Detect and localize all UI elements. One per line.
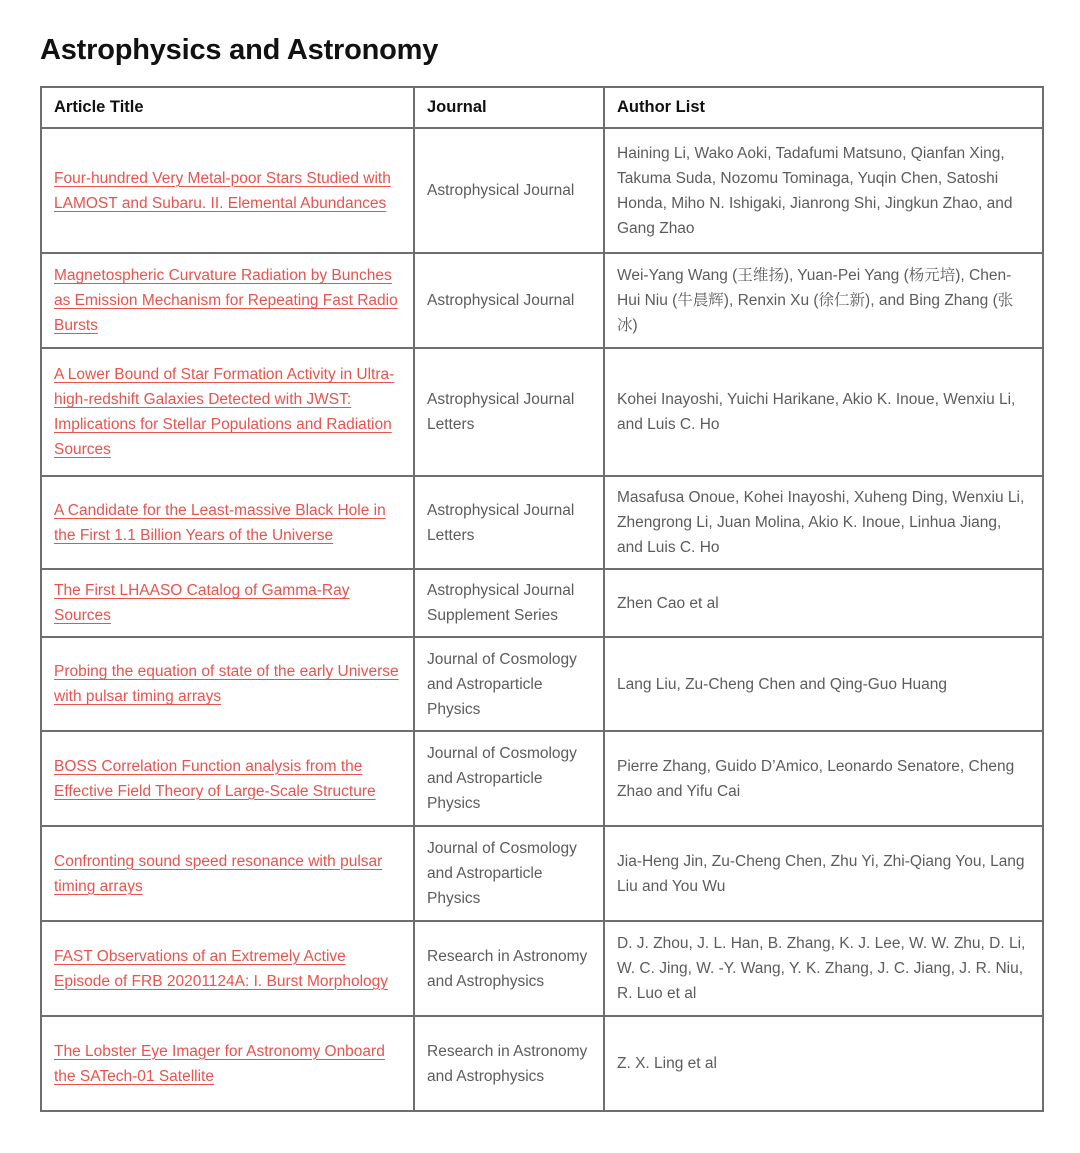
authors-cell: Haining Li, Wako Aoki, Tadafumi Matsuno, Qianfan Xing, Takuma Suda, Nozomu Tominaga, Yuqin Chen, Satoshi Honda, Miho N. Ishigaki, Jianrong Shi, Jingkun Zhao, and Gang Zhao	[604, 128, 1043, 253]
article-link[interactable]: A Lower Bound of Star Formation Activity in Ultra-high-redshift Galaxies Detected with JWST: Implications for Stellar Populations and Radiation Sources	[54, 366, 395, 458]
table-header	[41, 87, 1043, 128]
table-row	[41, 128, 1043, 253]
authors-cell: D. J. Zhou, J. L. Han, B. Zhang, K. J. Lee, W. W. Zhu, D. Li, W. C. Jing, W. -Y. Wang, Y. K. Zhang, J. C. Jiang, J. R. Niu, R. Luo et al	[604, 921, 1043, 1016]
page-title: Astrophysics and Astronomy	[40, 34, 439, 66]
authors-cell: Z. X. Ling et al	[604, 1016, 1043, 1111]
article-title-cell	[41, 569, 414, 637]
journal-cell: Research in Astronomy and Astrophysics	[414, 1016, 604, 1111]
article-title-cell	[41, 731, 414, 826]
journal-cell: Journal of Cosmology and Astroparticle Physics	[414, 826, 604, 921]
journal-cell: Astrophysical Journal Letters	[414, 476, 604, 569]
authors-cell: Zhen Cao et al	[604, 569, 1043, 637]
article-title-cell	[41, 637, 414, 731]
article-link[interactable]: The Lobster Eye Imager for Astronomy Onboard the SATech-01 Satellite	[54, 1042, 385, 1085]
article-title-cell	[41, 253, 414, 348]
authors-cell: Wei-Yang Wang (王维扬), Yuan-Pei Yang (杨元培), Chen-Hui Niu (牛晨辉), Renxin Xu (徐仁新), and Bing Zhang (张冰)	[604, 253, 1043, 348]
article-title-cell	[41, 128, 414, 253]
column-header-article-title: Article Title	[41, 87, 414, 128]
journal-cell: Journal of Cosmology and Astroparticle Physics	[414, 731, 604, 826]
table-row	[41, 569, 1043, 637]
article-title-cell	[41, 1016, 414, 1111]
authors-cell: Masafusa Onoue, Kohei Inayoshi, Xuheng Ding, Wenxiu Li, Zhengrong Li, Juan Molina, Akio K. Inoue, Linhua Jiang, and Luis C. Ho	[604, 476, 1043, 569]
authors-cell: Lang Liu, Zu-Cheng Chen and Qing-Guo Huang	[604, 637, 1043, 731]
article-link[interactable]: FAST Observations of an Extremely Active Episode of FRB 20201124A: I. Burst Morphology	[54, 947, 389, 990]
authors-cell: Kohei Inayoshi, Yuichi Harikane, Akio K. Inoue, Wenxiu Li, and Luis C. Ho	[604, 348, 1043, 476]
journal-cell: Journal of Cosmology and Astroparticle Physics	[414, 637, 604, 731]
article-link[interactable]: Magnetospheric Curvature Radiation by Bunches as Emission Mechanism for Repeating Fast Radio Bursts	[54, 267, 398, 334]
article-link[interactable]: Probing the equation of state of the early Universe with pulsar timing arrays	[54, 663, 399, 705]
table-row	[41, 253, 1043, 348]
column-header-author-list: Author List	[604, 87, 1043, 128]
journal-cell: Research in Astronomy and Astrophysics	[414, 921, 604, 1016]
article-title-cell	[41, 826, 414, 921]
journal-cell: Astrophysical Journal Supplement Series	[414, 569, 604, 637]
article-title-cell	[41, 476, 414, 569]
table-row	[41, 731, 1043, 826]
journal-cell: Astrophysical Journal	[414, 253, 604, 348]
article-link[interactable]: The First LHAASO Catalog of Gamma-Ray Sources	[54, 582, 350, 624]
table-row	[41, 637, 1043, 731]
article-link[interactable]: Four-hundred Very Metal-poor Stars Studied with LAMOST and Subaru. II. Elemental Abundances	[54, 169, 391, 212]
table-row	[41, 826, 1043, 921]
table-row	[41, 348, 1043, 476]
article-link[interactable]: Confronting sound speed resonance with pulsar timing arrays	[54, 852, 383, 895]
table-row	[41, 1016, 1043, 1111]
column-header-journal: Journal	[414, 87, 604, 128]
journal-cell: Astrophysical Journal	[414, 128, 604, 253]
journal-cell: Astrophysical Journal Letters	[414, 348, 604, 476]
articles-table	[40, 86, 1044, 1112]
authors-cell: Jia-Heng Jin, Zu-Cheng Chen, Zhu Yi, Zhi-Qiang You, Lang Liu and You Wu	[604, 826, 1043, 921]
article-title-cell	[41, 921, 414, 1016]
article-link[interactable]: BOSS Correlation Function analysis from the Effective Field Theory of Large-Scale Structure	[54, 757, 376, 800]
table-row	[41, 476, 1043, 569]
table-row	[41, 921, 1043, 1016]
article-title-cell	[41, 348, 414, 476]
header-row	[41, 87, 1043, 128]
article-link[interactable]: A Candidate for the Least-massive Black Hole in the First 1.1 Billion Years of the Universe	[54, 501, 386, 544]
authors-cell: Pierre Zhang, Guido D’Amico, Leonardo Senatore, Cheng Zhao and Yifu Cai	[604, 731, 1043, 826]
